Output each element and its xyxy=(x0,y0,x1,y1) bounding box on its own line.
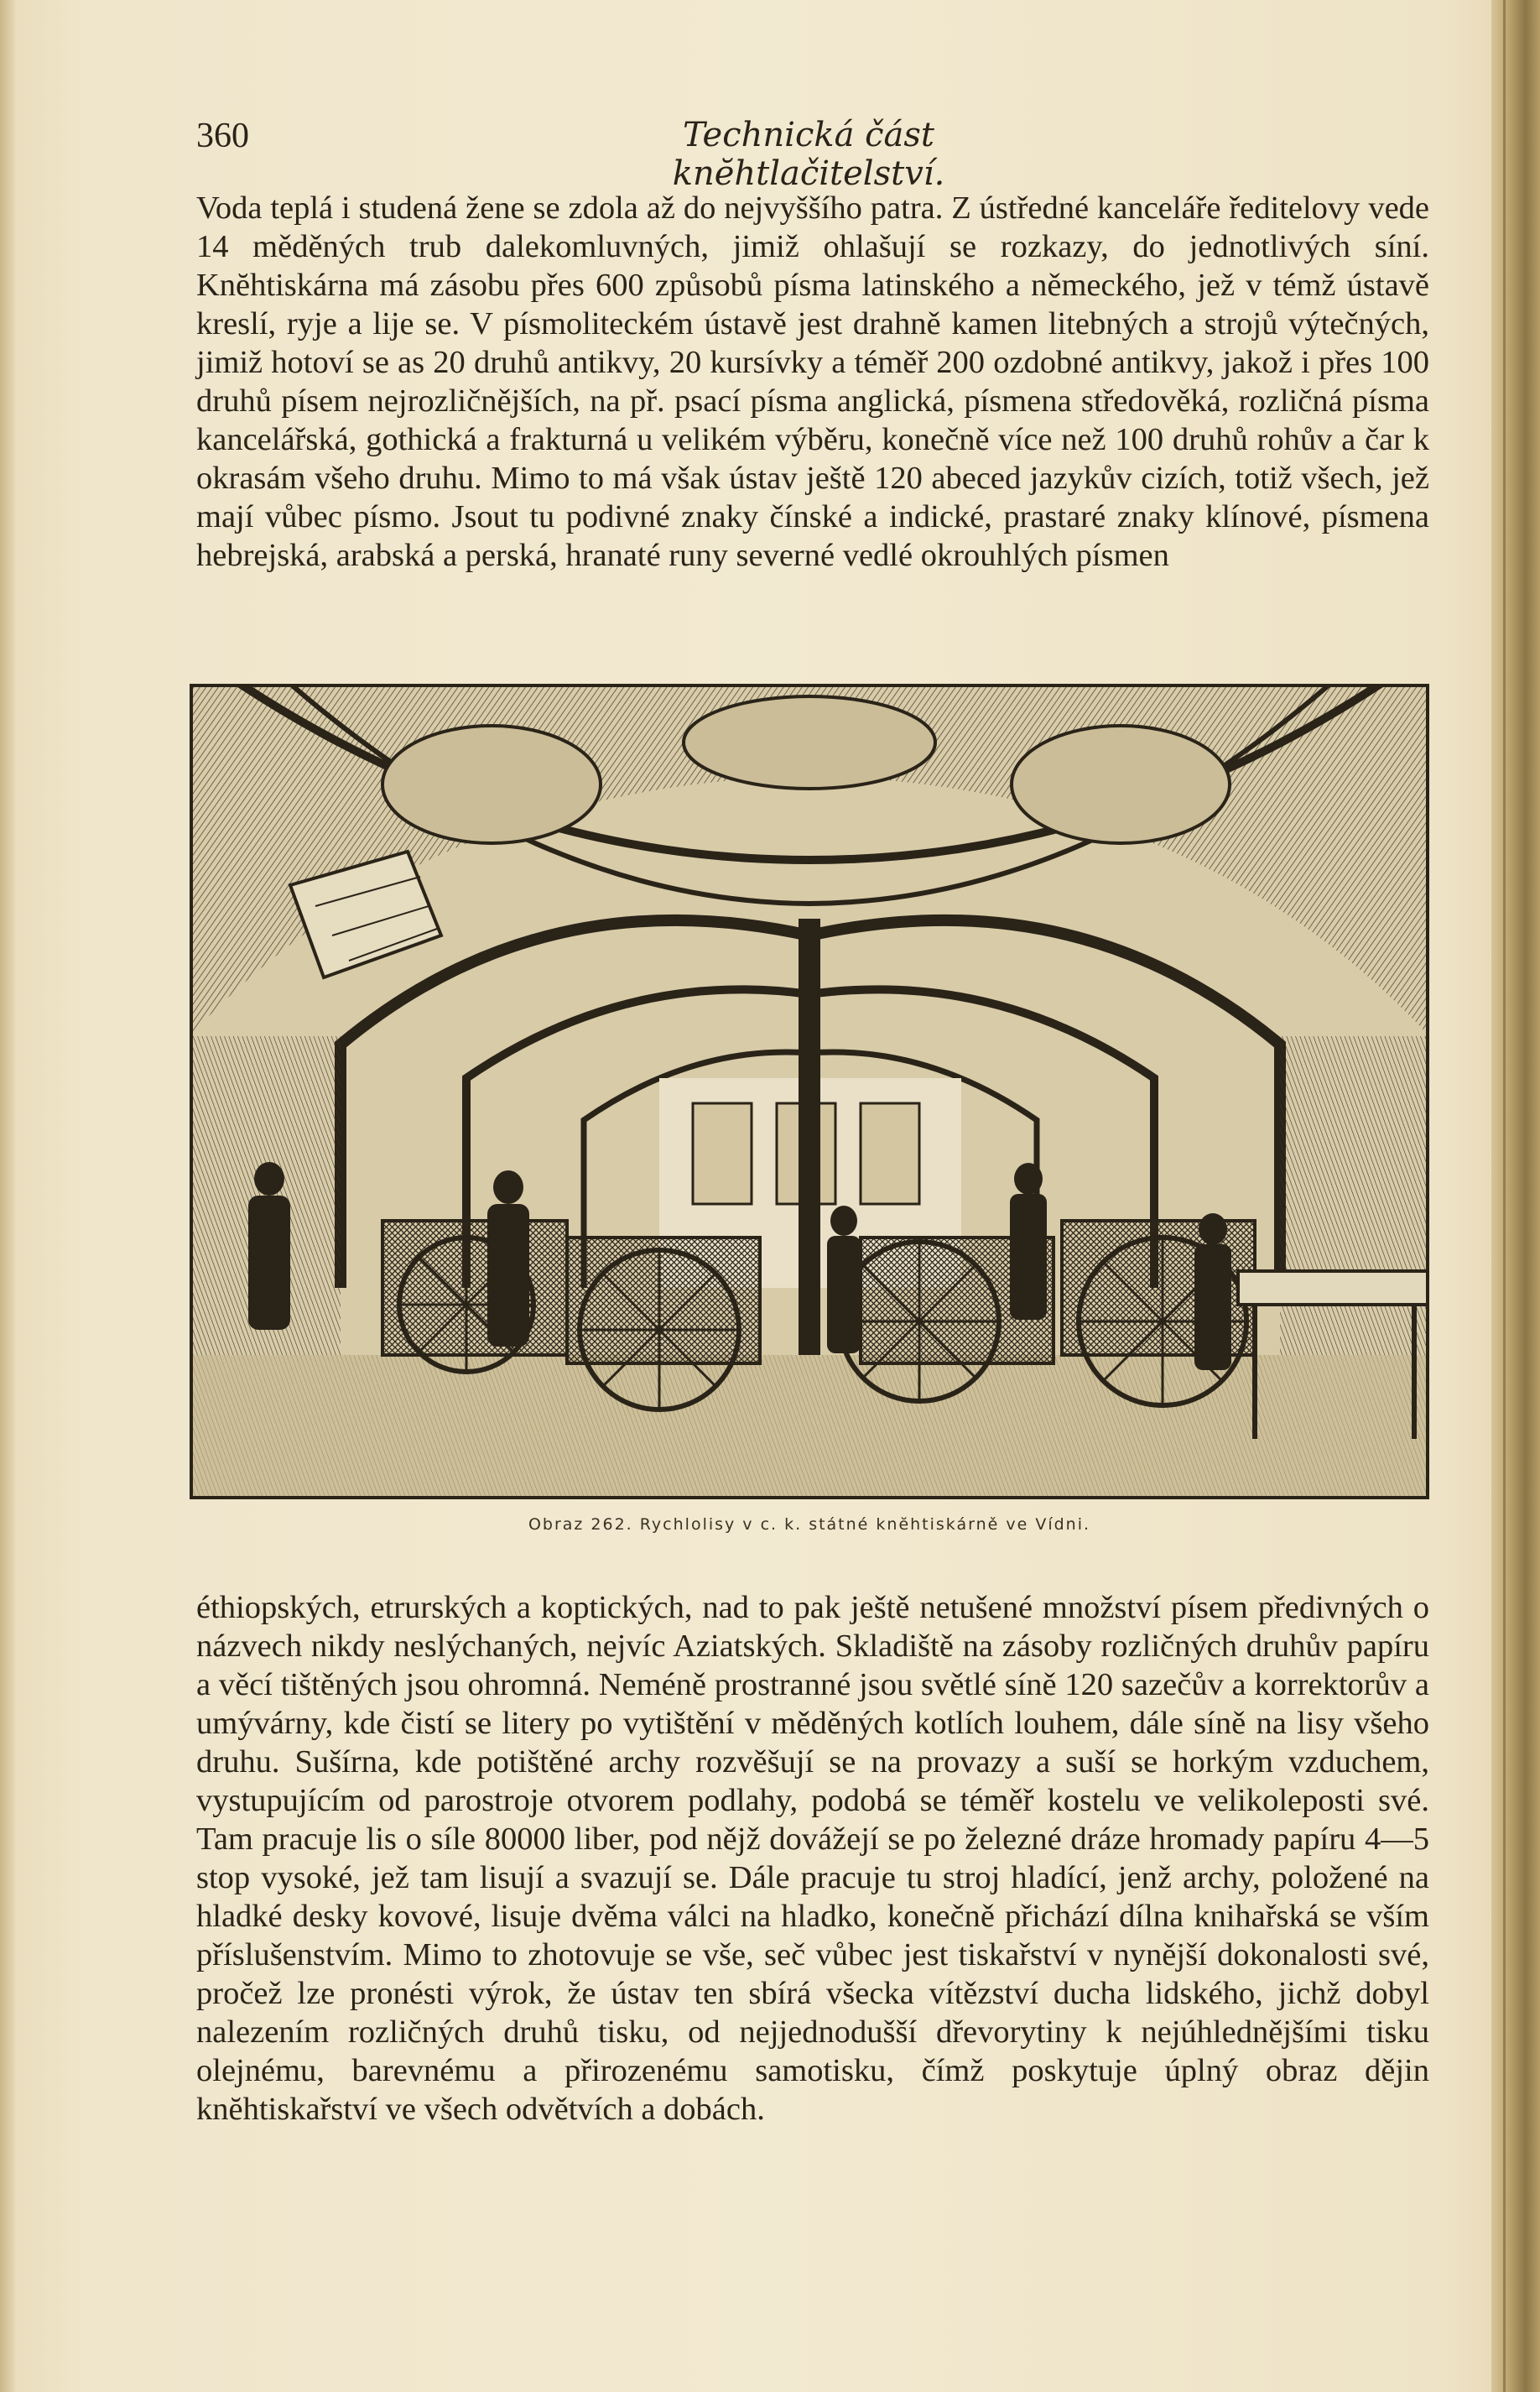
figure-caption: Obraz 262. Rychlolisy v c. k. státné knĕhtiskárně ve Vídni. xyxy=(528,1515,1091,1534)
body-text-top xyxy=(196,189,1429,575)
page-number: 360 xyxy=(196,117,249,155)
running-head xyxy=(196,116,1429,193)
paragraph-bottom: éthiopských, etrurských a koptických, nad to pak ještě netušené množství písem předivných o názvech nikdy neslýchaných, nejvíc Aziatských. Skladiště na zásoby rozličných druhův papíru a věcí tištěných jsou ohromná. Neméně prostranné jsou světlé síně 120 sazečův a korrektorův a umývárny, kde čistí se litery po vytištění v měděných kotlích louhem, dále síně na lisy všeho druhu. Sušírna, kde potištěné archy rozvěšují se na provazy a suší se horkým vzduchem, vystupujícím od parostroje otvorem podlahy, podobá se téměř kostelu ve velikoleposti své. Tam pracuje lis o síle 80000 liber, pod nějž dovážejí se po železné dráze hromady papíru 4—5 stop vysoké, jež tam lisují a svazují se. Dále pracuje tu stroj hladící, jenž archy, položené na hladké desky kovové, lisuje dvěma válci na hladko, konečně přichází dílna knihařská se vším příslušenstvím. Mimo to zhotovuje se vše, seč vůbec jest tiskařství v nynější dokonalosti své, pročež lze pronésti výrok, že ústav ten sbírá všecka vítězství ducha lidského, jichž dobyl nalezením rozličných druhů tisku, od nejjednodušší dřevorytiny k nejúhlednějšími tisku olejnému, barevnému a přirozenému samotisku, čímž poskytuje úplný obraz dějin knĕhtiskařství ve všech odvětvích a dobách. xyxy=(196,1590,1429,2127)
printing-press-hall-engraving-icon xyxy=(190,684,1429,1499)
book-binding-edge xyxy=(1491,0,1540,2392)
running-title: Technická část knĕhtlačitelství. xyxy=(672,116,945,193)
page-left-edge xyxy=(0,0,15,2392)
body-text-bottom xyxy=(196,1588,1429,2129)
paragraph-top: Voda teplá i studená žene se zdola až do nejvyššího patra. Z ústředné kanceláře ředitelovy vede 14 měděných trub dalekomluvných, jimiž ohlašují se rozkazy, do jednotlivých síní. Knĕhtiskárna má zásobu přes 600 způsobů písma latinského a německého, jež v témž ústavě kreslí, ryje a lije se. V písmoliteckém ústavě jest drahně kamen litebných a strojů výtečných, jimiž hotoví se as 20 druhů antikvy, 20 kursívky a téměř 200 ozdobné antikvy, jakož i přes 100 druhů písem nejrozličnějších, na př. psací písma anglická, písmena středověká, rozličná písma kancelářská, gothická a frakturná u velikém výběru, konečně více než 100 druhů rohův a čar k okrasám všeho druhu. Mimo to má však ústav ještě 120 abeced jazykův cizích, totiž všech, jež mají vůbec písmo. Jsout tu podivné znaky čínské a indické, prastaré znaky klínové, písmena hebrejská, arabská a perská, hranaté runy severné vedlé okrouhlých písmen xyxy=(196,190,1429,573)
figure-illustration xyxy=(190,684,1429,1499)
